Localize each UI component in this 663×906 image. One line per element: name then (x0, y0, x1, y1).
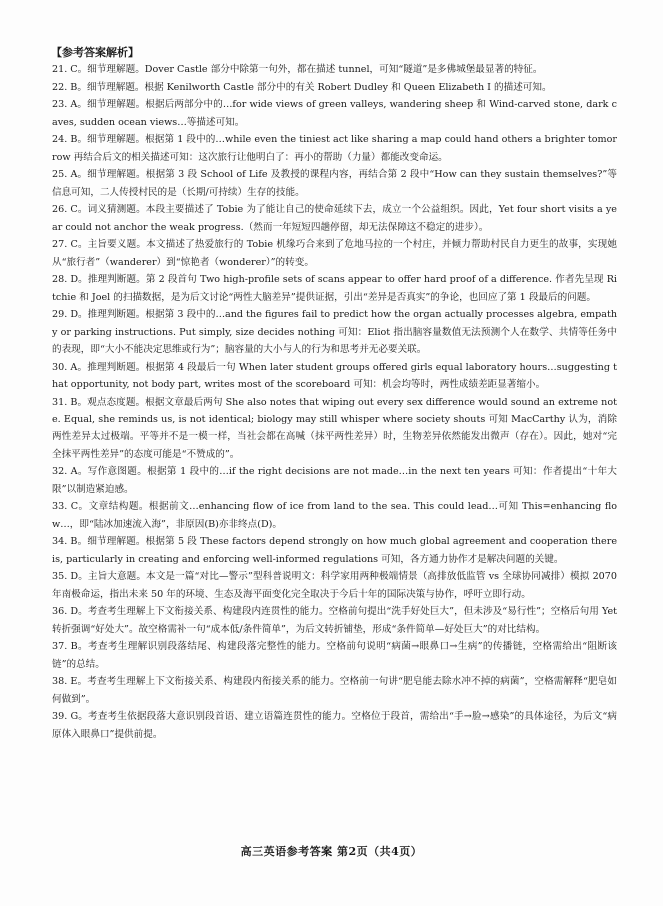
answer-list (52, 61, 617, 743)
answer-23: 23. A。细节理解题。根据后两部分中的…for wide views of green valleys, wandering sheep 和 Wind-carved stone, dark caves, sudden ocean views…等描述可知。 (52, 99, 617, 128)
answer-35: 35. D。主旨大意题。本文是一篇“对比—警示”型科普说明文：科学家用两种极端情景（高排放低监管 vs 全球协同减排）模拟 2070 年南极命运，指出未来 50 年的环境、生态及海平面变化完全取决于今后十年的国际决策与协作，呼吁立即行动。 (52, 571, 617, 600)
page-footer: 高三英语参考答案 第2页（共4页） (240, 845, 423, 858)
answer-32: 32. A。写作意图题。根据第 1 段中的…if the right decisions are not made…in the next ten years 可知：作者提出“十年大限”以制造紧迫感。 (52, 466, 617, 495)
answer-33: 33. C。文章结构题。根据前文…enhancing flow of ice from land to the sea. This could lead…可知 This=enhancing flow…，即“陆冰加速流入海”，非原因(B)亦非终点(D)。 (52, 501, 617, 530)
section-heading: 【参考答案解析】 (51, 46, 139, 59)
answer-28: 28. D。推理判断题。第 2 段首句 Two high-profile sets of scans appear to offer hard proof of a difference. 作者先呈现 Ritchie 和 Joel 的扫描数据，是为后文讨论“两性大脑差异”提供证据，引出“差异是否真实”的争论，也回应了第 1 段最后的问题。 (52, 274, 617, 303)
answer-26: 26. C。词义猜测题。本段主要描述了 Tobie 为了能让自己的使命延续下去，成立一个公益组织。因此，Yet four short visits a year could not anchor the weak progress.（然而一年短短四趟停留，却无法保障这不稳定的进步）。 (52, 204, 617, 233)
answer-25: 25. A。细节理解题。根据第 3 段 School of Life 及教授的课程内容，再结合第 2 段中“How can they sustain themselves?”等信息可知，二人传授村民的是（长期/可持续）生存的技能。 (52, 169, 617, 198)
answer-38: 38. E。考查考生理解上下文衔接关系、构建段内衔接关系的能力。空格前一句讲“肥皂能去除水冲不掉的病菌”，空格需解释“肥皂如何做到”。 (52, 676, 617, 705)
answer-29: 29. D。推理判断题。根据第 3 段中的…and the figures fail to predict how the organ actually processes algebra, empathy or parking instructions. Put simply, size decides nothing 可知：Eliot 指出脑容量数值无法预测个人在数学、共情等任务中的表现，即“大小不能决定思维或行为”；脑容量的大小与人的行为和思考并无必要关联。 (52, 309, 617, 355)
answer-36: 36. D。考查考生理解上下文衔接关系、构建段内连贯性的能力。空格前句提出“洗手好处巨大”，但未涉及“易行性”；空格后句用 Yet 转折强调“好处大”。故空格需补一句“成本低/条件简单”，为后文转折铺垫，形成“条件简单—好处巨大”的对比结构。 (52, 606, 617, 635)
answer-24: 24. B。细节理解题。根据第 1 段中的…while even the tiniest act like sharing a map could hand others a brighter tomorrow 再结合后文的相关描述可知：这次旅行让他明白了：再小的帮助（力量）都能改变命运。 (52, 134, 617, 163)
answer-39: 39. G。考查考生依据段落大意识别段首语、建立语篇连贯性的能力。空格位于段首，需给出“手→脸→感染”的具体途径，为后文“病原体入眼鼻口”提供前提。 (52, 711, 617, 740)
answer-27: 27. C。主旨要义题。本文描述了热爱旅行的 Tobie 机缘巧合来到了危地马拉的一个村庄，并倾力帮助村民自力更生的故事，实现她从“旅行者”（wanderer）到“惊艳者（wonderer）”的转变。 (52, 239, 617, 268)
answer-34: 34. B。细节理解题。根据第 5 段 These factors depend strongly on how much global agreement and cooperation there is, particularly in creating and enforcing well-informed regulations 可知，各方通力协作才是解决问题的关键。 (52, 536, 617, 565)
answer-30: 30. A。推理判断题。根据第 4 段最后一句 When later student groups offered girls equal laboratory hours…suggesting that opportunity, not body part, writes most of the scoreboard 可知：机会均等时，两性成绩差距显著缩小。 (52, 361, 617, 390)
answer-21: 21. C。细节理解题。Dover Castle 部分中除第一句外，都在描述 tunnel，可知“隧道”是多佛城堡最显著的特征。 (52, 64, 543, 75)
answer-22: 22. B。细节理解题。根据 Kenilworth Castle 部分中的有关 Robert Dudley 和 Queen Elizabeth I 的描述可知。 (52, 81, 552, 93)
answer-37: 37. B。考查考生理解识别段落结尾、构建段落完整性的能力。空格前句说明“病菌→眼鼻口→生病”的传播链，空格需给出“阻断该链”的总结。 (52, 641, 617, 670)
answer-31: 31. B。观点态度题。根据文章最后两句 She also notes that wiping out every sex difference would sound an extreme note. Equal, she reminds us, is not identical; biology may still whisper where society shouts 可知 MacCarthy 认为，消除两性差异太过极端。平等并不是一模一样，当社会都在高喊（抹平两性差异）时，生物差异依然能发出微声（存在）。因此，她对“完全抹平两性差异”的态度可能是“不赞成的”。 (52, 396, 617, 460)
